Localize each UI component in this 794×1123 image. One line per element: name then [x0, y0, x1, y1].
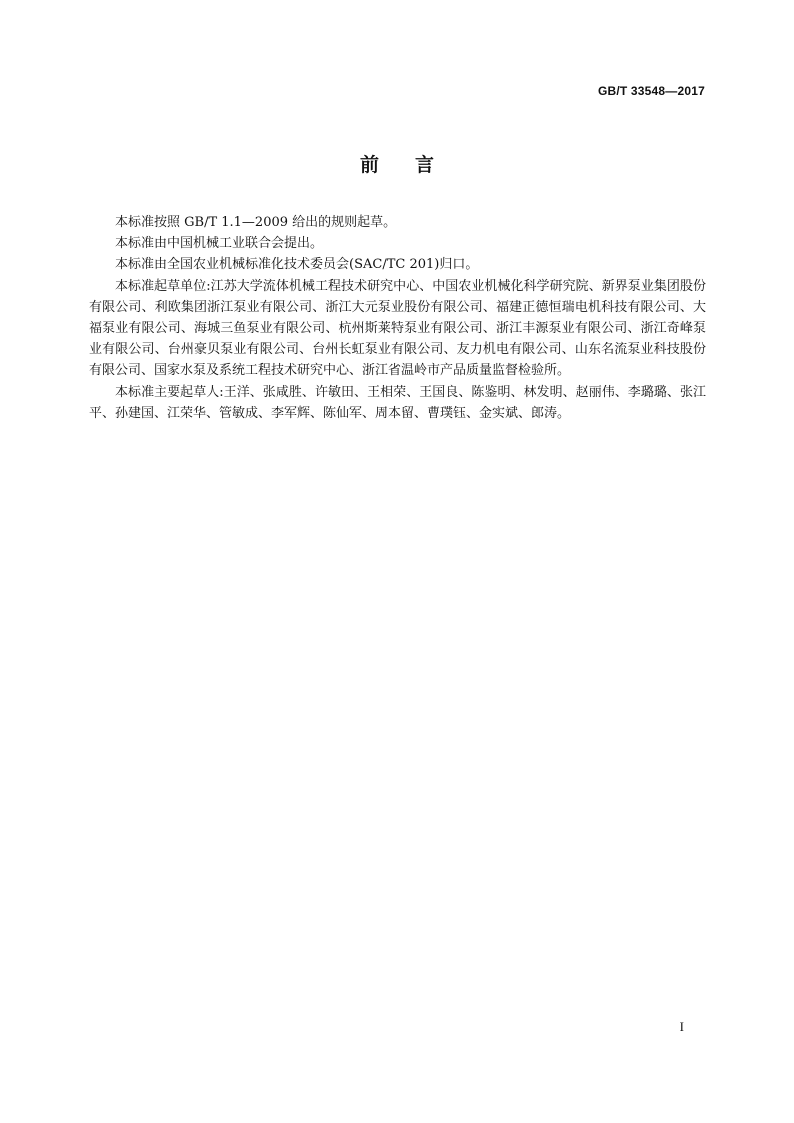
preface-body [89, 212, 706, 424]
standard-number: GB/T 33548—2017 [597, 84, 705, 98]
page-title: 前言 [359, 154, 470, 176]
paragraph-proposer: 本标准由中国机械工业联合会提出。 [115, 236, 324, 252]
paragraph-main-drafters: 本标准主要起草人:王洋、张咸胜、许敏田、王相荣、王国良、陈鉴明、林发明、赵丽伟、李璐璐、张江平、孙建国、江荣华、管敏成、李军辉、陈仙军、周本留、曹璞钰、金实斌、郎涛。 [89, 384, 706, 421]
page-number: I [679, 1019, 684, 1034]
paragraph-centralized-unit: 本标准由全国农业机械标准化技术委员会(SAC/TC 201)归口。 [115, 257, 479, 273]
paragraph-drafting-organizations: 本标准起草单位:江苏大学流体机械工程技术研究中心、中国农业机械化科学研究院、新界泵业集团股份有限公司、利欧集团浙江泵业有限公司、浙江大元泵业股份有限公司、福建正德恒瑞电机科技有限公司、大福泵业有限公司、海城三鱼泵业有限公司、杭州斯莱特泵业有限公司、浙江丰源泵业有限公司、浙江奇峰泵业有限公司、台州豪贝泵业有限公司、台州长虹泵业有限公司、友力机电有限公司、山东名流泵业科技股份有限公司、国家水泵及系统工程技术研究中心、浙江省温岭市产品质量监督检验所。 [89, 278, 706, 379]
paragraph-drafting-rules: 本标准按照 GB/T 1.1—2009 给出的规则起草。 [115, 215, 397, 230]
